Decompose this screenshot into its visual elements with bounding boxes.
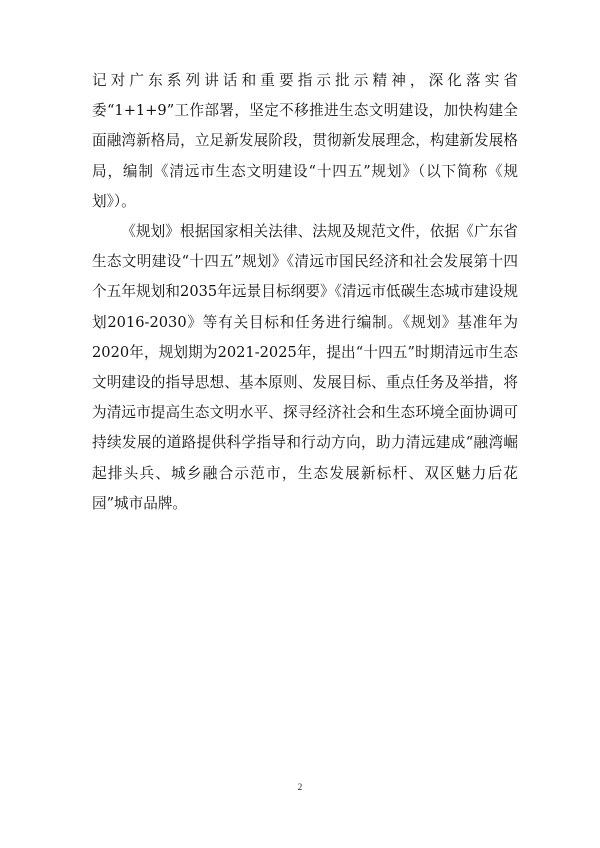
paragraph-plan-basis: 《规划》根据国家相关法律、法规及规范文件，依据《广东省生态文明建设“十四五”规划》《清远市国民经济和社会发展第十四个五年规划和2035年远景目标纲要》《清远市低碳生态城市建设规划2016-2030》等有关目标和任务进行编制。《规划》基准年为2020年，规划期为2021-2025年，提出“十四五”时期清远市生态文明建设的指导思想、基本原则、发展目标、重点任务及举措，将为清远市提高生态文明水平、探寻经济社会和生态环境全面协调可持续发展的道路提供科学指导和行动方向，助力清远建成“融湾崛起排头兵、城乡融合示范市，生态发展新标杆、双区魅力后花园”城市品牌。 <box>92 223 518 512</box>
page-number: 2 <box>297 782 303 792</box>
body-text <box>92 66 518 519</box>
paragraph-continuation: 记对广东系列讲话和重要指示批示精神，深化落实省委“1+1+9”工作部署，坚定不移推进生态文明建设，加快构建全面融湾新格局，立足新发展阶段，贯彻新发展理念，构建新发展格局，编制《清远市生态文明建设“十四五”规划》（以下简称《规划》）。 <box>92 72 518 210</box>
